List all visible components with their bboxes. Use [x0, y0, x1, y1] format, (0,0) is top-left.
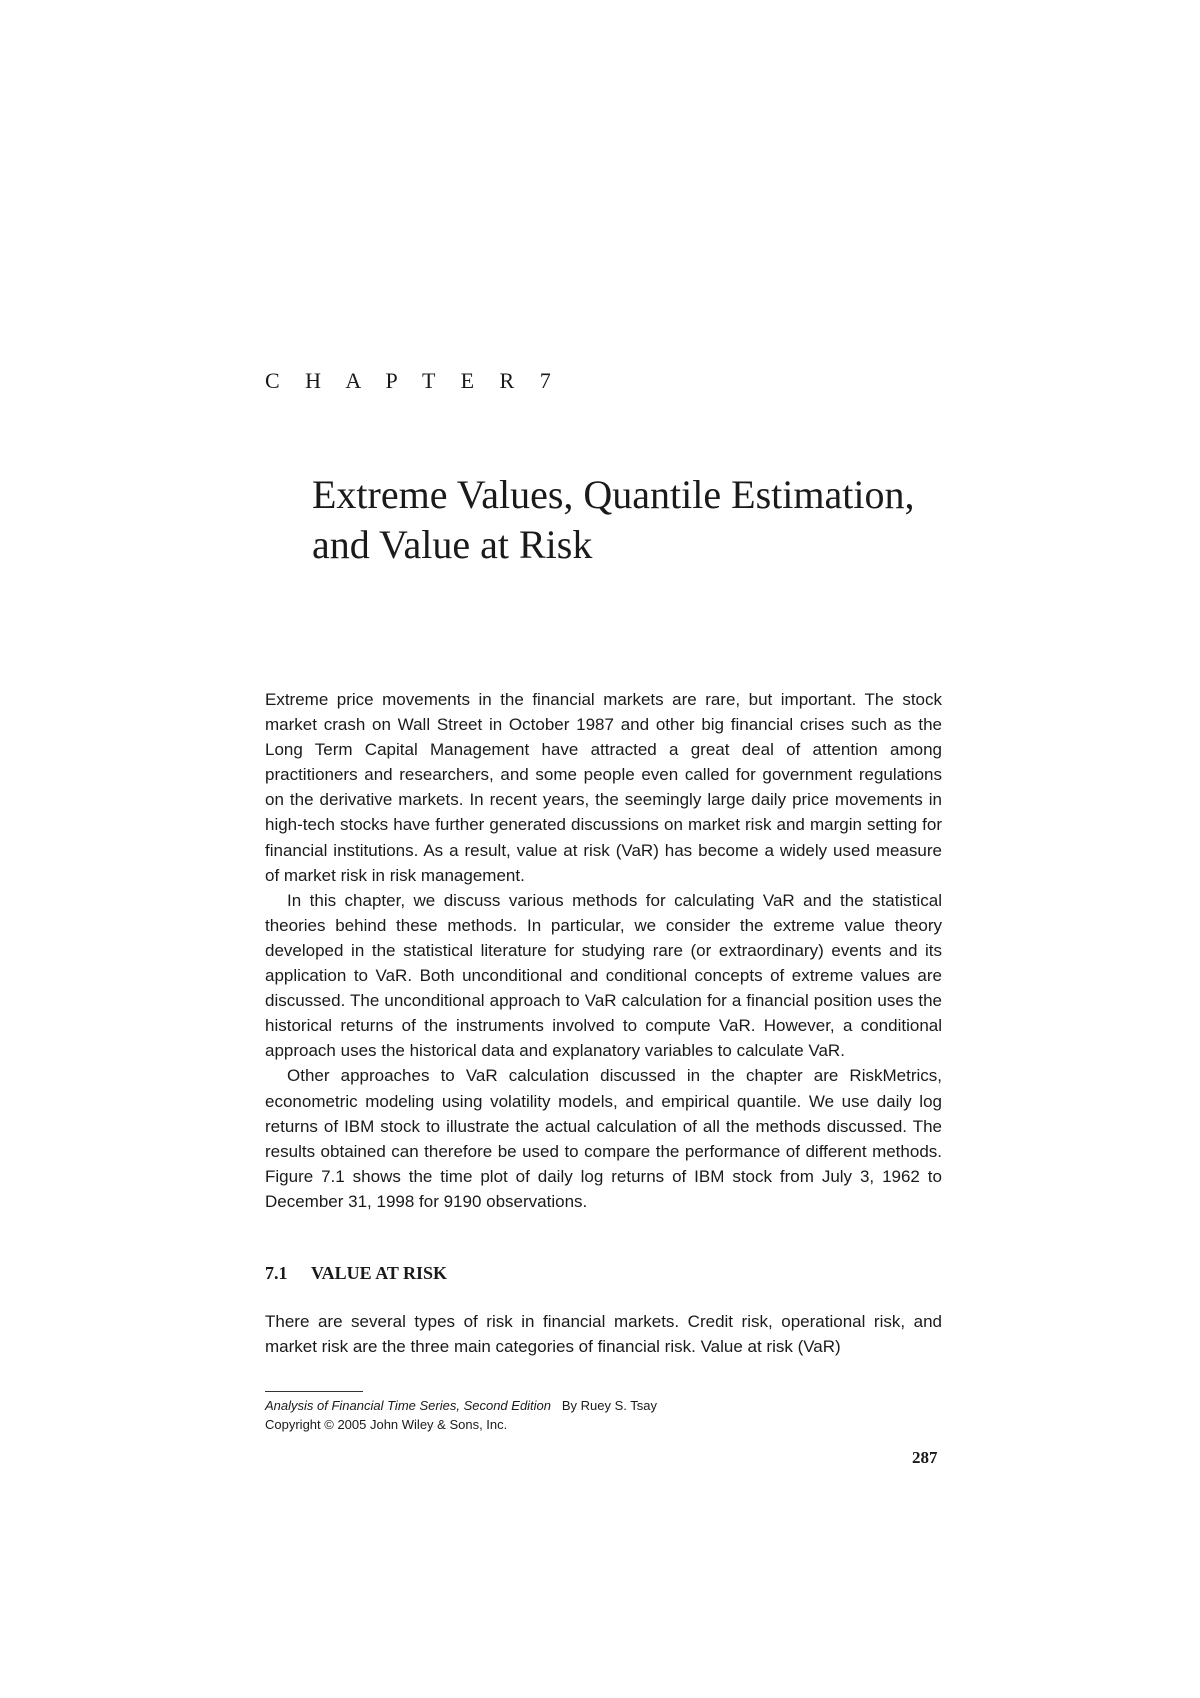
footnote-author: By Ruey S. Tsay [561, 1398, 658, 1413]
chapter-title-line-1: Extreme Values, Quantile Estimation, [312, 472, 915, 517]
footnote-book-title: Analysis of Financial Time Series, Second Edition [265, 1398, 552, 1413]
section-heading [265, 1263, 447, 1284]
page-number: 287 [912, 1448, 938, 1467]
section-body-text [265, 1309, 942, 1359]
footnote [265, 1396, 657, 1434]
footnote-citation [265, 1396, 657, 1415]
intro-paragraph-2: In this chapter, we discuss various methods for calculating VaR and the statistical theories behind these methods. In particular, we consider the extreme value theory developed in the statistical literature for studying rare (or extraordinary) events and its application to VaR. Both unconditional and conditional concepts of extreme values are discussed. The unconditional approach to VaR calculation for a financial position uses the historical returns of the instruments involved to compute VaR. However, a conditional approach uses the historical data and explanatory variables to calculate VaR. [265, 890, 942, 1061]
section-title: VALUE AT RISK [311, 1263, 448, 1283]
intro-text [265, 687, 942, 1214]
chapter-title-line-2: and Value at Risk [312, 522, 593, 567]
chapter-label: C H A P T E R 7 [265, 368, 561, 393]
section-number: 7.1 [265, 1263, 288, 1283]
section-paragraph-1: There are several types of risk in financial markets. Credit risk, operational risk, and market risk are the three main categories of financial risk. Value at risk (VaR) [265, 1312, 942, 1357]
footnote-copyright: Copyright © 2005 John Wiley & Sons, Inc. [265, 1417, 508, 1432]
intro-paragraph-1: Extreme price movements in the financial markets are rare, but important. The stock market crash on Wall Street in October 1987 and other big financial crises such as the Long Term Capital Management have attracted a great deal of attention among practitioners and researchers, and some people even called for government regulations on the derivative markets. In recent years, the seemingly large daily price movements in high-tech stocks have further generated discussions on market risk and margin setting for financial institutions. As a result, value at risk (VaR) has become a widely used measure of market risk in risk management. [265, 690, 942, 885]
intro-paragraph-3: Other approaches to VaR calculation discussed in the chapter are RiskMetrics, econometric modeling using volatility models, and empirical quantile. We use daily log returns of IBM stock to illustrate the actual calculation of all the methods discussed. The results obtained can therefore be used to compare the performance of different methods. Figure 7.1 shows the time plot of daily log returns of IBM stock from July 3, 1962 to December 31, 1998 for 9190 observations. [265, 1066, 942, 1211]
footnote-divider [265, 1391, 363, 1392]
chapter-title [312, 470, 1012, 570]
